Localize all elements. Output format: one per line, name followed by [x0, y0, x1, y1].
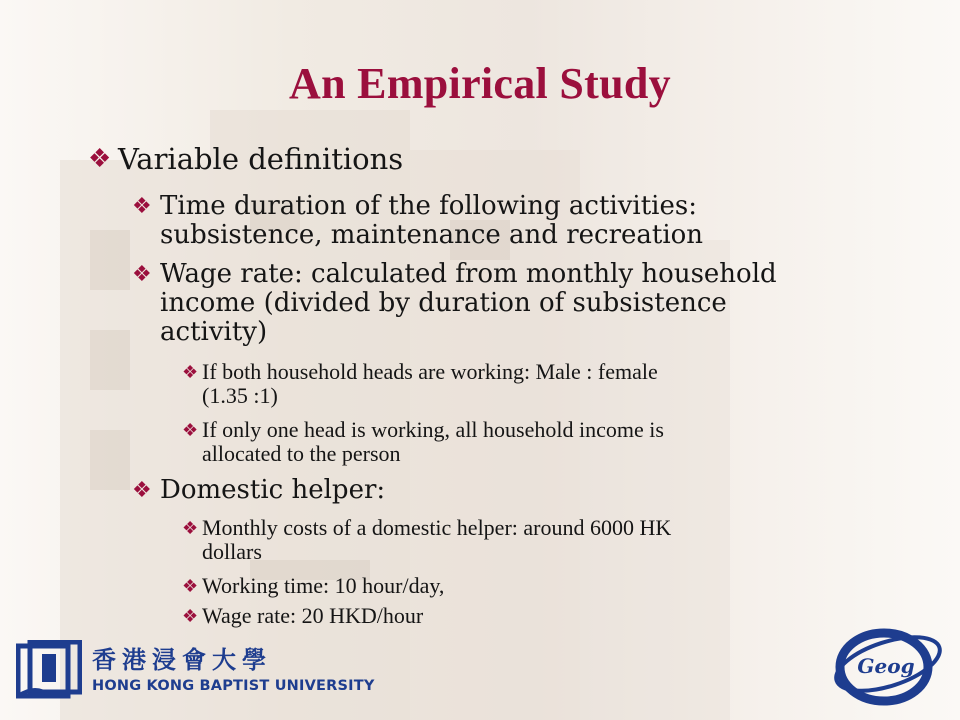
diamond-bullet-icon: ❖: [88, 144, 112, 174]
bullet-text-line: activity): [160, 317, 268, 347]
bullet-working-time: [182, 574, 444, 598]
bullet-text-line: (1.35 :1): [202, 383, 278, 408]
slide-title: An Empirical Study: [289, 59, 671, 108]
bullet-text-line: If only one head is working, all household income is: [202, 417, 664, 442]
bullet-text: Wage rate: 20 HKD/hour: [202, 603, 424, 628]
bullet-variable-definitions: [88, 144, 403, 175]
bullet-wage-rate-hkd: [182, 604, 423, 628]
bullet-text-line: dollars: [202, 539, 262, 564]
bullet-text-line: If both household heads are working: Male : female: [202, 359, 658, 384]
bullet-monthly-costs: [182, 516, 671, 564]
bullet-domestic-helper: [132, 476, 385, 505]
bullet-one-head-working: [182, 418, 664, 466]
diamond-bullet-icon: ❖: [182, 362, 199, 382]
diamond-bullet-icon: ❖: [182, 420, 199, 440]
bullet-text: Working time: 10 hour/day,: [202, 573, 445, 598]
diamond-bullet-icon: ❖: [132, 262, 152, 287]
bullet-text-line: income (divided by duration of subsistence: [160, 288, 727, 318]
hkbu-logo: [16, 638, 375, 704]
bullet-text-line: Wage rate: calculated from monthly household: [160, 259, 777, 289]
bullet-text: Domestic helper:: [160, 475, 386, 505]
university-name-english: HONG KONG BAPTIST UNIVERSITY: [92, 678, 375, 694]
bullet-both-heads-working: [182, 360, 658, 408]
hkbu-emblem-icon: [16, 640, 82, 700]
bullet-text-line: Time duration of the following activities:: [160, 191, 697, 221]
diamond-bullet-icon: ❖: [132, 194, 152, 219]
bullet-time-duration: [132, 192, 703, 250]
bullet-text-line: allocated to the person: [202, 441, 401, 466]
diamond-bullet-icon: ❖: [132, 478, 152, 503]
diamond-bullet-icon: ❖: [182, 606, 199, 626]
bullet-text: Variable definitions: [118, 142, 404, 176]
bullet-text-line: subsistence, maintenance and recreation: [160, 220, 704, 250]
bullet-wage-rate: [132, 260, 777, 347]
university-name-chinese: 香港浸會大學: [92, 646, 272, 674]
diamond-bullet-icon: ❖: [182, 518, 199, 538]
geog-logo: [826, 622, 944, 712]
diamond-bullet-icon: ❖: [182, 576, 199, 596]
geog-logo-text: Geog: [857, 654, 915, 678]
bullet-text-line: Monthly costs of a domestic helper: around 6000 HK: [202, 515, 672, 540]
